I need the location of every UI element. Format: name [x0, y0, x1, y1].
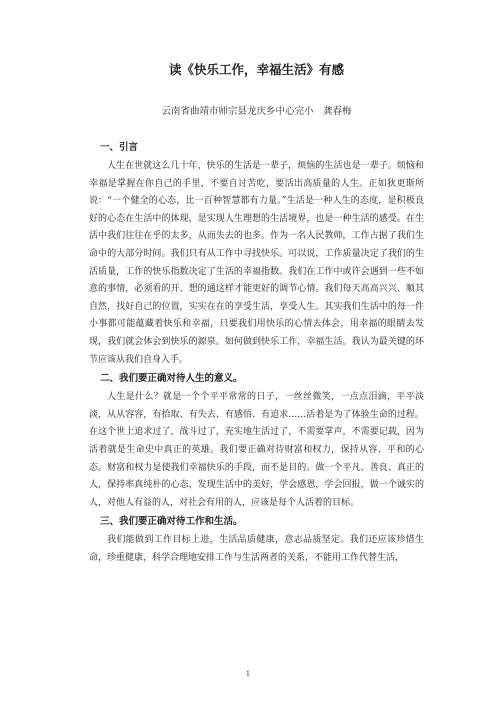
section-body-work-life: 我们能做到工作目标上进，生活品质健康，意志品质坚定。我们还应该珍惜生命，珍重健康，科学合理地安排工作与生活两者的关系，不能用工作代替生活，: [89, 535, 424, 563]
page-number: 1: [245, 670, 251, 678]
section-heading-life-meaning: 二、我们要正确对待人生的意义。: [100, 373, 243, 385]
section-body-life-meaning: 人生是什么？就是一个个平平常常的日子，一丝丝微笑，一点点泪滴，平平淡淡，从从容容，有拾取、有失去、有感悟、有追求……活着是为了体验生命的过程。在这个世上追求过了，战斗过了，充实地生活过了，不需要掌声，不需要记载，因为活着就是生命史中真正的英雄。我们要正确对待财富和权力，保持从容、平和的心态。财富和权力是使我们幸福快乐的手段，而不是目的。做一个平凡、善良、真正的人，保持率真纯朴的心态，发现生活中的美好，学会感恩，学会回报，做一个诚实的人，对他人有益的人，对社会有用的人，应该是每个人活着的目标。: [89, 392, 424, 508]
section-body-intro: 人生在世就这么几十年，快乐的生活是一辈子，烦恼的生活也是一辈子。烦恼和幸福是掌握在你自己的手里，不要自讨苦吃，要活出高质量的人生。正如狄更斯所说：“一个健全的心态，比一百种智慧都有力量。”生活是一种人生的态度，是积极良好的心态在生活中的体现，是实现人生理想的生活境界，也是一种生活的感受。在生活中我们往往在乎的太多，从而失去的也多。作为一名人民教师，工作占据了我们生命中的大部分时间。我们只有从工作中寻找快乐。可以说，工作质量决定了我们的生活质量，工作的快乐指数决定了生活的幸福指数。我们在工作中或许会遇到一些不如意的事情，必须看的开、想的通这样才能更好的调节心情。我们每天高高兴兴、顺其自然，找好自己的位置，实实在在的享受生活，享受人生。其实我们生活中的每一件小事都可能蕴藏着快乐和幸福，只要我们用快乐的心情去体会，用幸福的眼睛去发现，我们就会体会到快乐的源泉。如何做到快乐工作，幸福生活。我认为最关键的环节应该从我们自身入手。: [89, 161, 424, 365]
section-heading-work-life: 三、我们要正确对待工作和生活。: [100, 516, 243, 528]
author-line: 云南省曲靖市师宗县龙庆乡中心完小 龚春梅: [161, 106, 352, 117]
document-title: 读《快乐工作，幸福生活》有感: [168, 62, 344, 77]
section-heading-intro: 一、引言: [100, 142, 139, 153]
